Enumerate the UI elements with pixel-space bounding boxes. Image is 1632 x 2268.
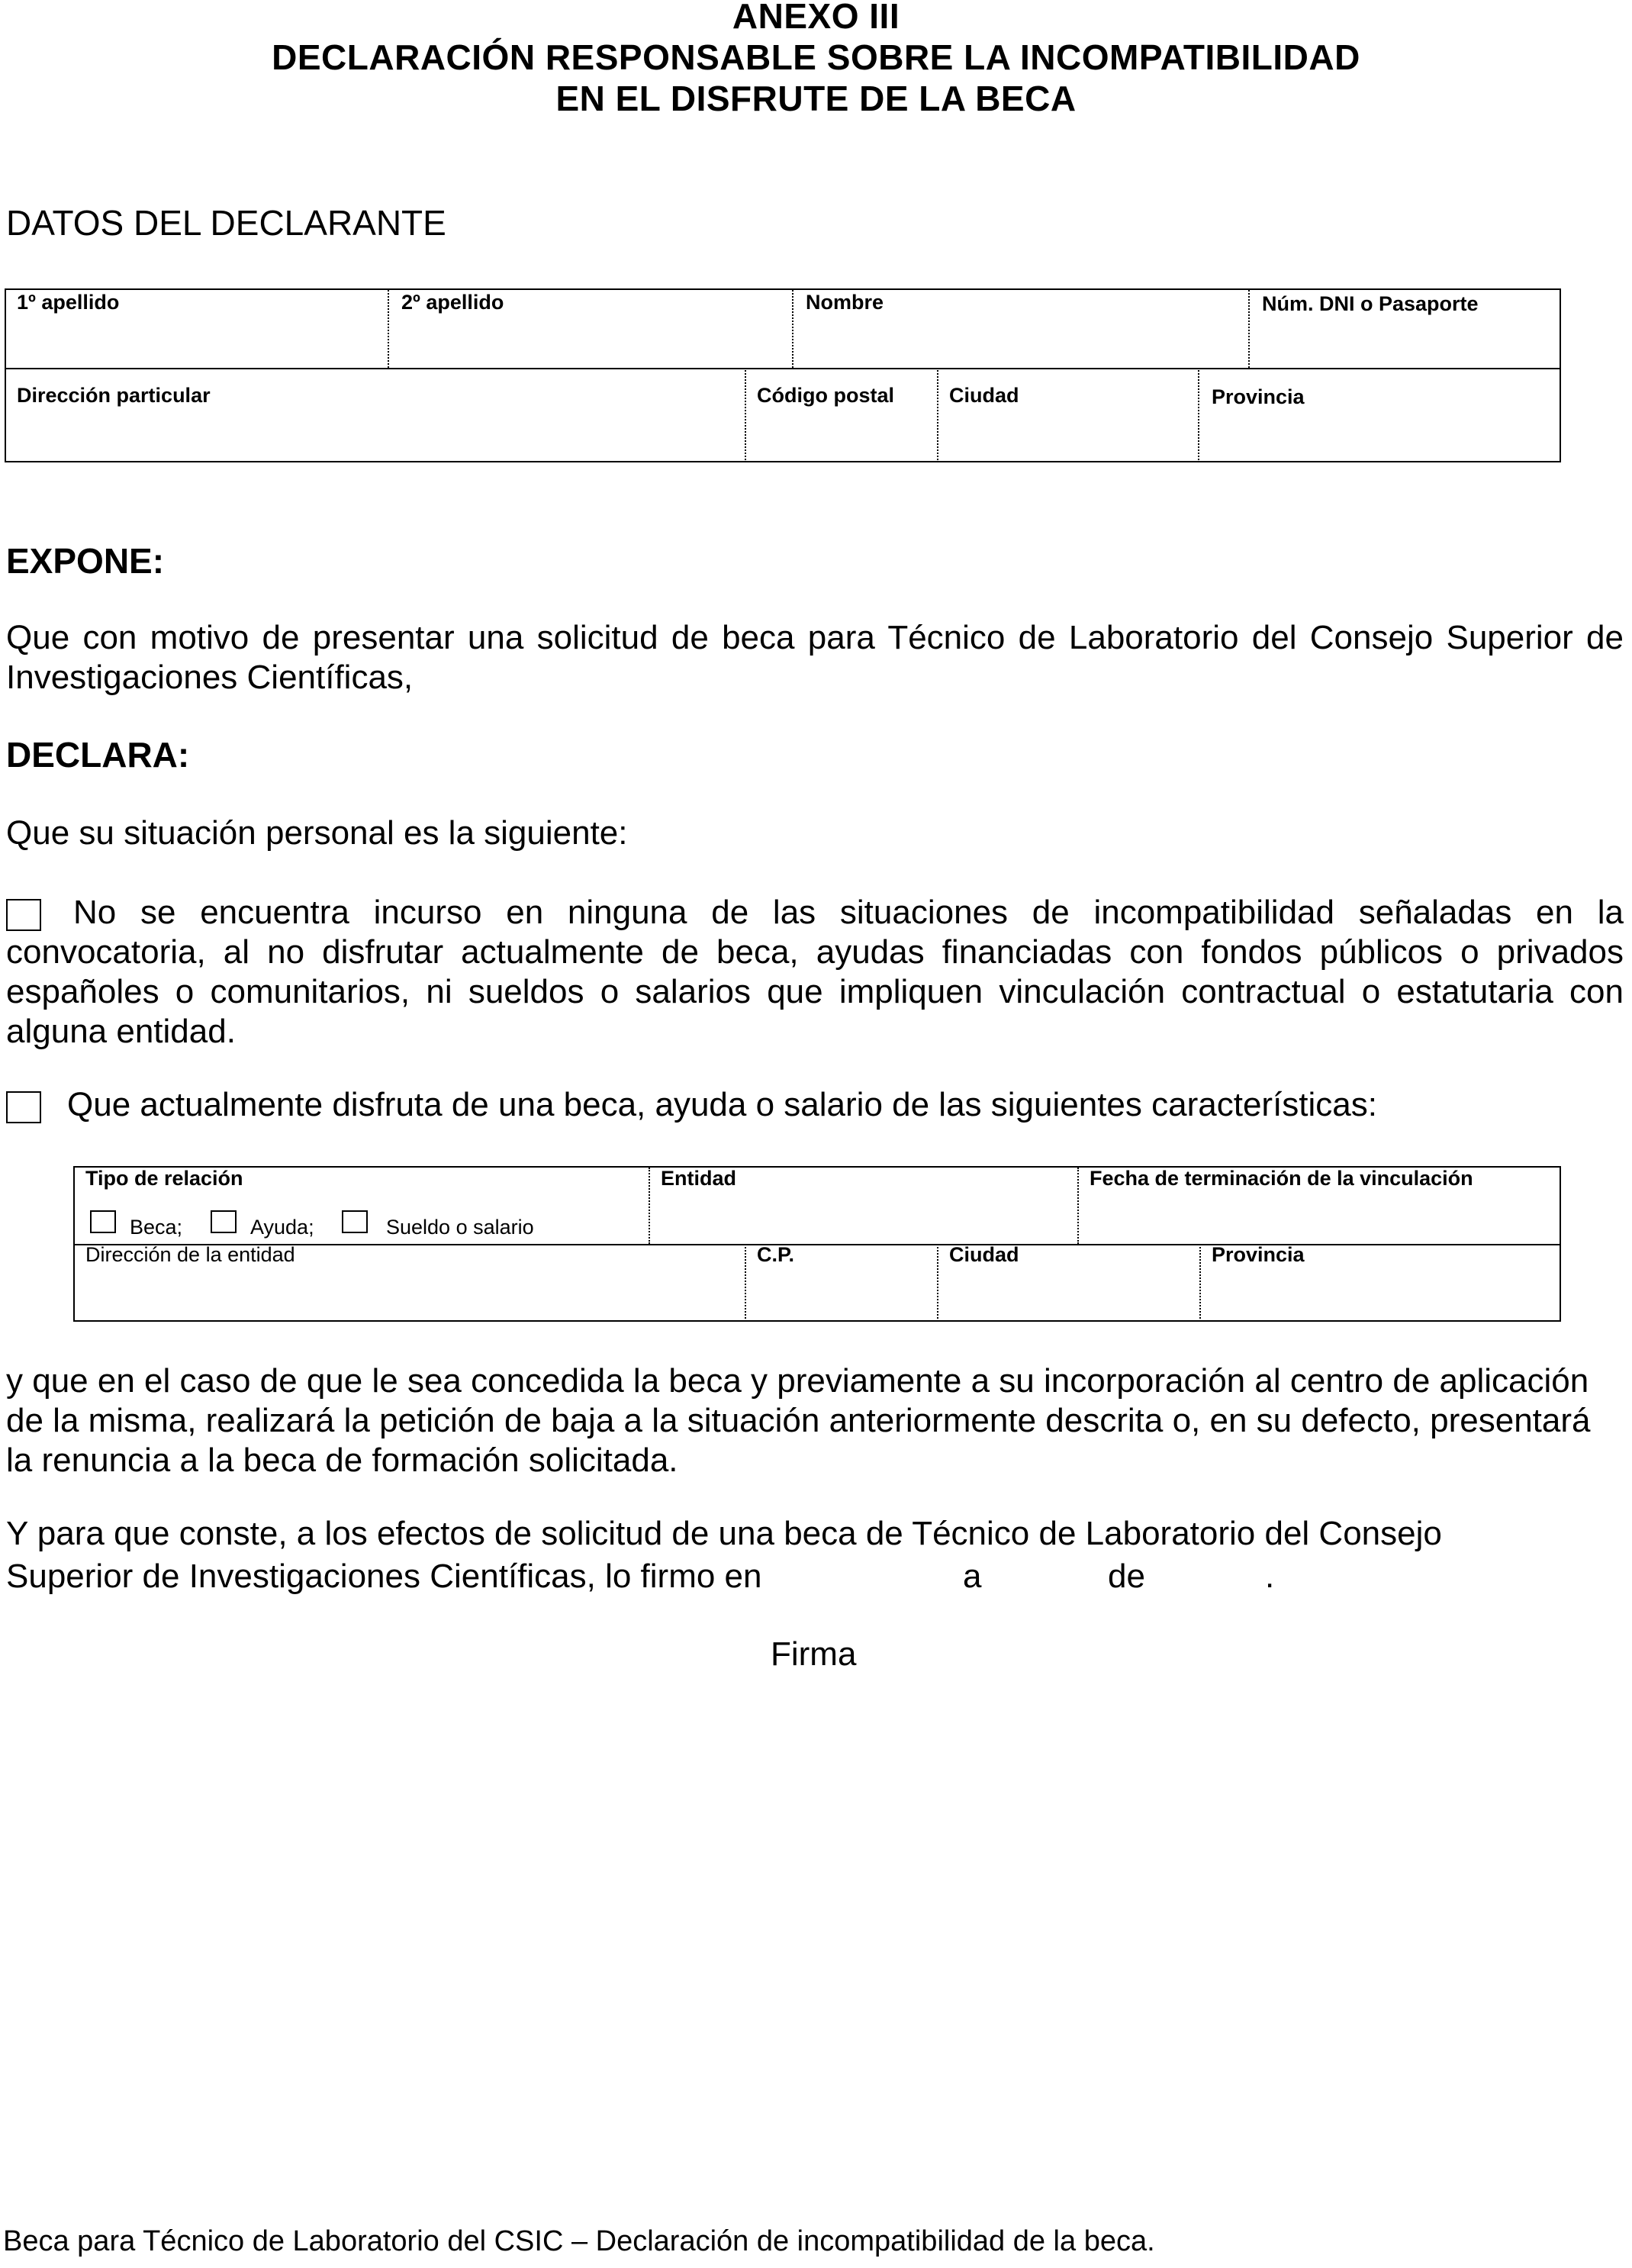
cell-divider xyxy=(1077,1168,1079,1244)
sueldo-checkbox[interactable] xyxy=(342,1210,368,1233)
closing-paragraph: y que en el caso de que le sea concedida la beca y previamente a su incorporación al centro de aplicación de la misma, realizará la petición de baja a la situación anteriormente descrita o, en su defecto, presentará la renuncia a la beca de formación solicitada. xyxy=(6,1362,1591,1479)
sueldo-label: Sueldo o salario xyxy=(386,1216,534,1239)
cell-divider xyxy=(792,290,793,368)
apellido1-field[interactable]: 1º apellido xyxy=(17,291,120,314)
declarant-data-table xyxy=(5,288,1561,462)
dni-field[interactable]: Núm. DNI o Pasaporte xyxy=(1262,292,1479,315)
provincia-entidad-field[interactable]: Provincia xyxy=(1212,1243,1305,1266)
date-a-word: a xyxy=(963,1558,982,1595)
option-no-incompatibility-text: No se encuentra incurso en ninguna de las situaciones de incompatibilidad señaladas en la convocatoria, al no disfrutar actualmente de beca, ayudas financiadas con fondos públicos o privados españoles o comunitarios, ni sueldos o salarios que impliquen vinculación contractual o estatutaria con alguna entidad. xyxy=(6,894,1624,1050)
tipo-relacion-label: Tipo de relación xyxy=(85,1167,243,1190)
codigo-postal-field[interactable]: Código postal xyxy=(757,384,894,407)
signature-label: Firma xyxy=(771,1635,857,1673)
declara-heading: DECLARA: xyxy=(6,735,190,775)
direccion-field[interactable]: Dirección particular xyxy=(17,384,211,407)
declara-intro: Que su situación personal es la siguiente: xyxy=(6,814,628,852)
closing-statement-line1: Y para que conste, a los efectos de solicitud de una beca de Técnico de Laboratorio del Consejo xyxy=(6,1515,1442,1552)
declarant-section-heading: DATOS DEL DECLARANTE xyxy=(6,203,446,243)
fecha-terminacion-field[interactable]: Fecha de terminación de la vinculación xyxy=(1090,1167,1473,1190)
cell-divider xyxy=(388,290,389,368)
annex-number: ANEXO III xyxy=(732,0,900,36)
table-row-divider xyxy=(75,1244,1560,1245)
cp-field[interactable]: C.P. xyxy=(757,1243,795,1266)
ayuda-checkbox[interactable] xyxy=(211,1210,237,1233)
cell-divider xyxy=(937,368,938,462)
closing-statement-line2: Superior de Investigaciones Científicas, lo firmo en xyxy=(6,1558,762,1595)
statement-period: . xyxy=(1265,1558,1275,1595)
cell-divider xyxy=(649,1168,650,1244)
beca-label: Beca; xyxy=(130,1216,183,1239)
apellido2-field[interactable]: 2º apellido xyxy=(401,291,504,314)
cell-divider xyxy=(1248,290,1250,368)
direccion-entidad-field[interactable]: Dirección de la entidad xyxy=(85,1243,295,1266)
relation-table xyxy=(73,1166,1561,1322)
ciudad-entidad-field[interactable]: Ciudad xyxy=(949,1243,1019,1266)
nombre-field[interactable]: Nombre xyxy=(806,291,884,314)
option-current-beca-checkbox[interactable] xyxy=(6,1091,41,1123)
entidad-field[interactable]: Entidad xyxy=(661,1167,736,1190)
expone-text: Que con motivo de presentar una solicitud de beca para Técnico de Laboratorio del Consejo Superior de Investigaciones Científicas, xyxy=(6,619,1624,696)
cell-divider xyxy=(745,368,746,462)
expone-heading: EXPONE: xyxy=(6,541,165,581)
table-row-divider xyxy=(6,368,1560,369)
cell-divider xyxy=(937,1244,938,1322)
date-de-word: de xyxy=(1108,1558,1145,1595)
cell-divider xyxy=(1198,368,1199,462)
document-title-line1: DECLARACIÓN RESPONSABLE SOBRE LA INCOMPATIBILIDAD xyxy=(272,37,1360,77)
page-footer: Beca para Técnico de Laboratorio del CSIC – Declaración de incompatibilidad de la beca. xyxy=(3,2225,1155,2257)
cell-divider xyxy=(745,1244,746,1322)
ayuda-label: Ayuda; xyxy=(250,1216,314,1239)
cell-divider xyxy=(1199,1244,1201,1322)
document-title-line2: EN EL DISFRUTE DE LA BECA xyxy=(555,79,1077,118)
provincia-field[interactable]: Provincia xyxy=(1212,385,1305,408)
beca-checkbox[interactable] xyxy=(90,1210,116,1233)
option-current-beca-text: Que actualmente disfruta de una beca, ayuda o salario de las siguientes características: xyxy=(67,1086,1377,1123)
ciudad-field[interactable]: Ciudad xyxy=(949,384,1019,407)
